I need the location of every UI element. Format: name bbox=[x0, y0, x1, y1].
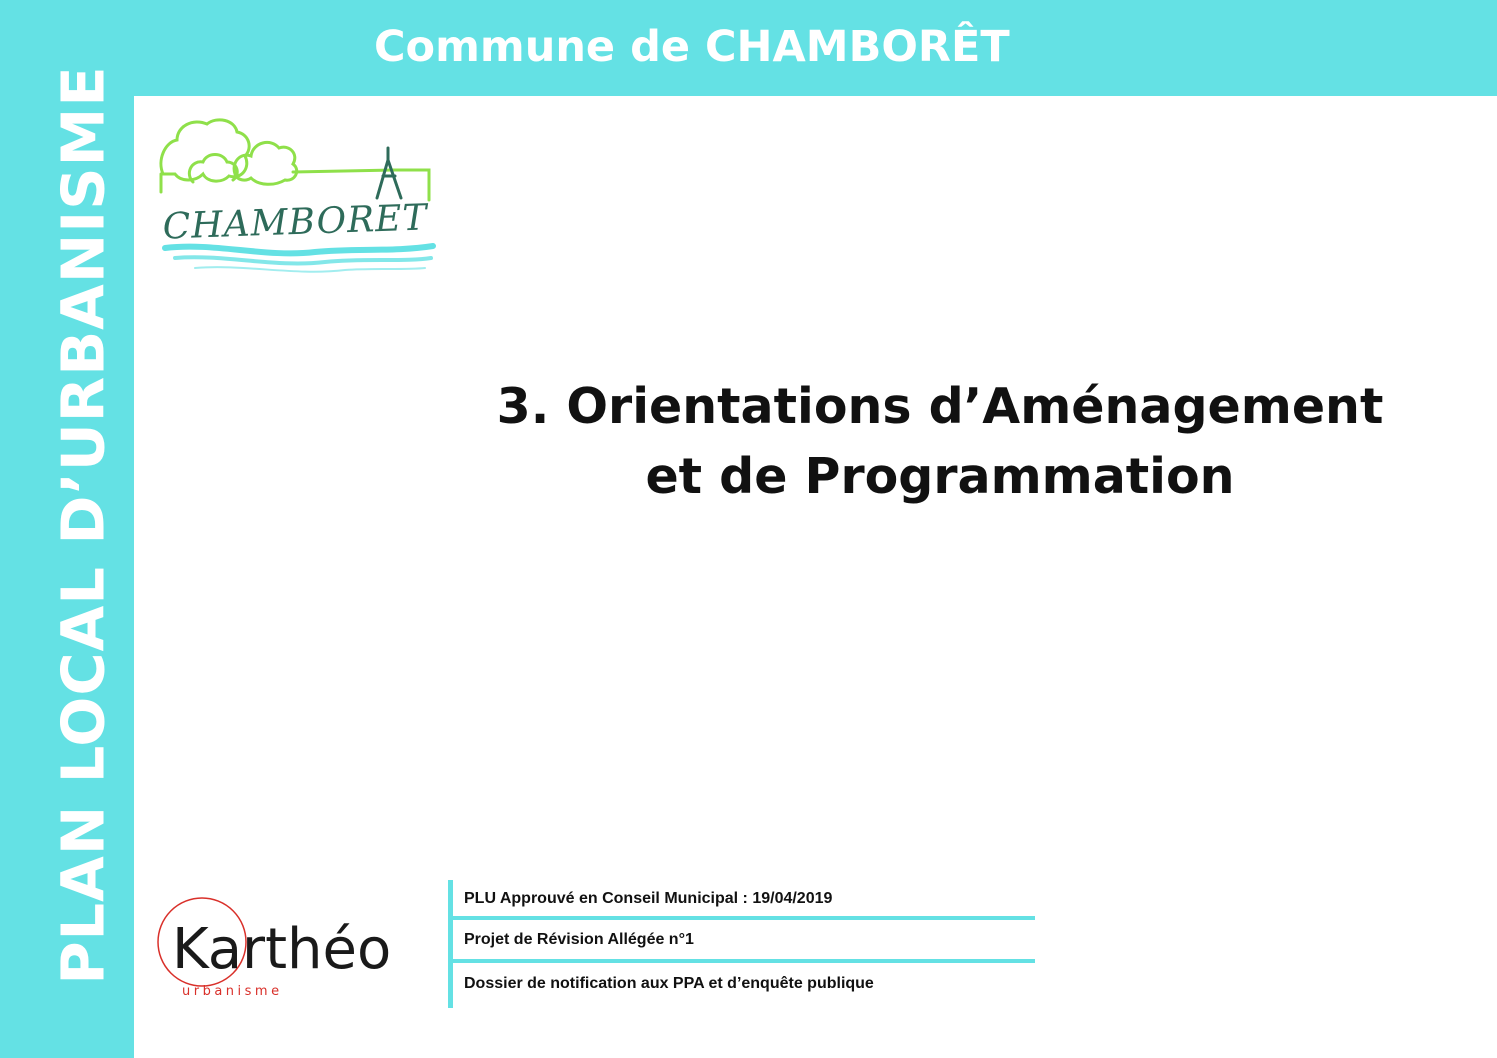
info-approval: PLU Approuvé en Conseil Municipal : 19/04/2019 bbox=[464, 890, 833, 907]
vertical-band bbox=[0, 0, 134, 1058]
vertical-title: PLAN LOCAL D’URBANISME bbox=[48, 65, 118, 985]
kartheo-logo bbox=[152, 892, 412, 1002]
info-divider bbox=[453, 916, 1035, 920]
water-wave-icon bbox=[165, 246, 433, 272]
info-dossier: Dossier de notification aux PPA et d’enquête publique bbox=[464, 975, 874, 992]
info-divider bbox=[453, 959, 1035, 963]
info-revision: Projet de Révision Allégée n°1 bbox=[464, 931, 694, 948]
kartheo-logo-name: Karthéo bbox=[172, 917, 392, 982]
kartheo-logo-tagline: urbanisme bbox=[182, 984, 283, 999]
compass-icon bbox=[377, 148, 401, 198]
chamboret-logo bbox=[155, 112, 440, 287]
document-title bbox=[440, 372, 1440, 512]
info-box bbox=[448, 880, 1035, 1008]
chamboret-logo-text: CHAMBORET bbox=[162, 197, 429, 248]
document-title-line2: et de Programmation bbox=[645, 448, 1235, 505]
document-title-line1: 3. Orientations d’Aménagement bbox=[496, 378, 1384, 435]
commune-title: Commune de CHAMBORÊT bbox=[374, 22, 1010, 72]
